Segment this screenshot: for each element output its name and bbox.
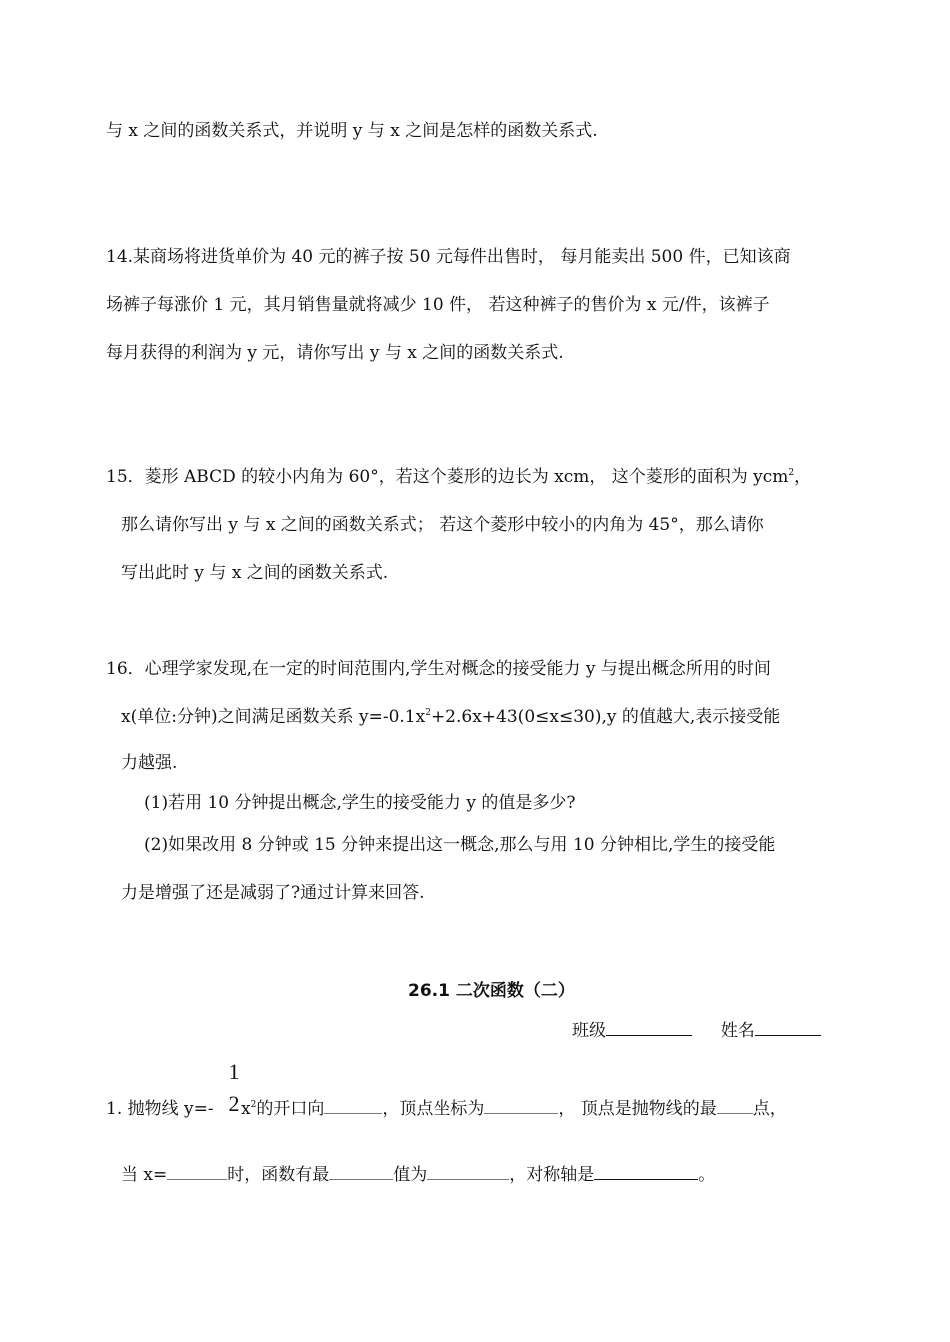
- q16-line-2: [121, 706, 780, 728]
- q14-line-3: [106, 342, 564, 364]
- q1-line2-a: 当 x=: [121, 1165, 168, 1185]
- q16-sub-2-text-1: (2)如果改用 8 分钟或 15 分钟来提出这一概念,那么与用 10 分钟相比,学生的接受能: [144, 835, 776, 855]
- q1-x-part: x: [235, 1099, 251, 1119]
- q16-text-1: 16．心理学家发现,在一定的时间范围内,学生对概念的接受能力 y 与提出概念所用的时间: [106, 659, 771, 679]
- opening-direction-blank[interactable]: [324, 1099, 382, 1114]
- q1-text-3: ， 顶点是抛物线的最: [558, 1099, 717, 1119]
- q14-text-1: 14.某商场将进货单价为 40 元的裤子按 50 元每件出售时， 每月能卖出 500 件，已知该商: [106, 247, 791, 267]
- name-label: 姓名: [720, 1021, 755, 1041]
- q15-text-2: 那么请你写出 y 与 x 之间的函数关系式； 若这个菱形中较小的内角为 45°，那么请你: [121, 515, 764, 535]
- q15-line-1: [106, 466, 811, 488]
- q16-text-3: 力越强.: [121, 753, 178, 773]
- q1-line2-b: 时，函数有最: [227, 1165, 330, 1185]
- x-value-blank[interactable]: [167, 1165, 227, 1180]
- q1-line-1: [106, 1098, 787, 1120]
- q16-sub-2-line-1: [144, 834, 775, 856]
- fraction-numerator: 1: [228, 1059, 240, 1084]
- q15-line-2: [121, 514, 764, 536]
- fraction-denominator: 2: [228, 1091, 240, 1116]
- q15-superscript: 2: [788, 468, 795, 478]
- vertex-blank[interactable]: [484, 1099, 558, 1114]
- section-title: [408, 980, 575, 1002]
- q13-tail-line: [106, 120, 598, 142]
- q16-sub-2-line-2: [121, 882, 425, 904]
- extreme-type-blank[interactable]: [329, 1165, 393, 1180]
- q1-x-superscript: 2: [250, 1100, 257, 1110]
- q14-line-2: [106, 294, 770, 316]
- q1-line-2: [121, 1164, 715, 1186]
- q1-prefix: 1. 抛物线 y=-: [106, 1099, 214, 1119]
- q16-line-3: [121, 752, 177, 774]
- class-name-row: [572, 1020, 821, 1042]
- q13-tail-text: 与 x 之间的函数关系式，并说明 y 与 x 之间是怎样的函数关系式.: [106, 121, 598, 141]
- q15-text-3: 写出此时 y 与 x 之间的函数关系式.: [121, 563, 389, 583]
- q1-line2-c: 值为: [393, 1165, 428, 1185]
- q15-line-3: [121, 562, 388, 584]
- extreme-point-blank[interactable]: [717, 1099, 753, 1114]
- name-blank[interactable]: [755, 1021, 821, 1036]
- q1-line2-d: ，对称轴是: [509, 1165, 595, 1185]
- q14-text-3: 每月获得的利润为 y 元，请你写出 y 与 x 之间的函数关系式.: [106, 343, 564, 363]
- q16-superscript: 2: [425, 708, 431, 718]
- class-label: 班级: [572, 1021, 606, 1041]
- q14-text-2: 场裤子每涨价 1 元，其月销售量就将减少 10 件， 若这种裤子的售价为 x 元/件，该裤子: [106, 295, 770, 315]
- section-title-text: 26.1 二次函数（二）: [408, 981, 575, 1001]
- class-blank[interactable]: [606, 1021, 692, 1036]
- q1-text-1: 的开口向: [256, 1099, 325, 1119]
- axis-blank[interactable]: [594, 1165, 698, 1180]
- q16-sub-1-text: (1)若用 10 分钟提出概念,学生的接受能力 y 的值是多少?: [144, 793, 576, 813]
- extreme-value-blank[interactable]: [427, 1165, 509, 1180]
- q15-text-1b: ，: [794, 467, 812, 487]
- q16-line-1: [106, 658, 771, 680]
- q16-sub-2-text-2: 力是增强了还是减弱了?通过计算来回答.: [121, 883, 425, 903]
- q1-line2-e: 。: [698, 1165, 716, 1185]
- q1-text-2: ，顶点坐标为: [382, 1099, 485, 1119]
- q16-text-2a: x(单位:分钟)之间满足函数关系 y=-0.1x: [121, 707, 426, 727]
- q15-text-1a: 15．菱形 ABCD 的较小内角为 60°，若这个菱形的边长为 xcm， 这个菱形的面积为 ycm: [106, 467, 789, 487]
- q1-text-4: 点，: [752, 1099, 787, 1119]
- q16-text-2b: +2.6x+43(0≤x≤30),y 的值越大,表示接受能: [430, 707, 781, 727]
- q14-line-1: [106, 246, 791, 268]
- q16-sub-1: [144, 792, 575, 814]
